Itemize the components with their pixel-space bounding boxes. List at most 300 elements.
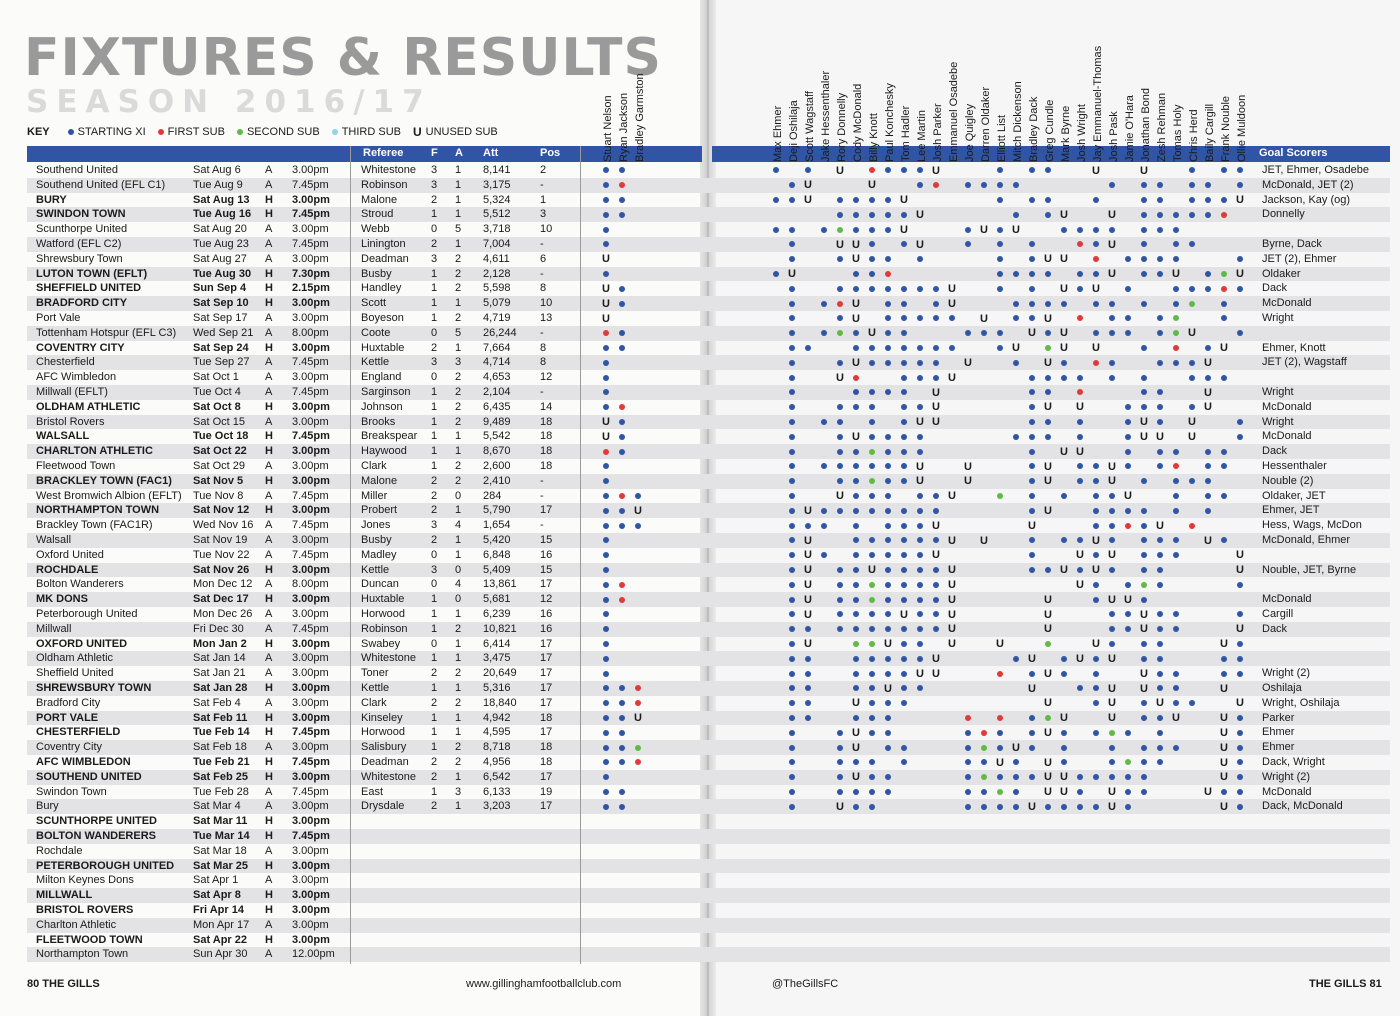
appearance-dot-icon xyxy=(1173,493,1179,499)
appearance-dot-icon xyxy=(1093,523,1099,529)
unused-sub-marker: U xyxy=(1220,638,1228,651)
appearance-dot-icon xyxy=(1093,197,1099,203)
appearance-dot-icon xyxy=(917,434,923,440)
appearance-dot-icon xyxy=(1189,286,1195,292)
fixture-kickoff: 3.00pm xyxy=(292,667,329,680)
fixture-venue: H xyxy=(265,267,273,280)
fixture-position: 8 xyxy=(540,356,547,369)
fixture-date: Tue Oct 18 xyxy=(193,430,249,443)
fixture-attendance: 18,840 xyxy=(483,696,517,709)
appearance-dot-icon xyxy=(1141,301,1147,307)
fixture-venue: A xyxy=(265,519,273,532)
appearance-dot-icon xyxy=(1157,227,1163,233)
appearance-dot-icon xyxy=(1029,301,1035,307)
appearance-dot-icon xyxy=(901,360,907,366)
fixture-position: 17 xyxy=(540,682,553,694)
fixture-date: Sat Mar 4 xyxy=(193,800,241,813)
appearance-dot-icon xyxy=(1157,449,1163,455)
appearance-dot-icon xyxy=(853,715,859,721)
fixture-position: 2 xyxy=(540,164,547,176)
fixture-goals-against: 1 xyxy=(455,652,462,665)
fixture-attendance: 2,410 xyxy=(483,474,511,487)
fixture-kickoff: 3.00pm xyxy=(292,652,329,665)
fixture-goals-against: 1 xyxy=(455,341,462,354)
fixture-venue: H xyxy=(265,889,273,902)
first-sub-dot-icon xyxy=(158,129,164,135)
player-name-header: Joe Quigley xyxy=(964,103,976,162)
fixture-referee: Duncan xyxy=(361,578,399,591)
appearance-dot-icon xyxy=(869,212,875,218)
appearance-dot-icon xyxy=(1173,345,1179,351)
appearance-dot-icon xyxy=(885,212,891,218)
appearance-dot-icon xyxy=(901,212,907,218)
fixture-goals-for: 1 xyxy=(431,682,438,694)
fixture-position: 13 xyxy=(540,312,553,324)
fixture-attendance: 6,435 xyxy=(483,400,511,413)
appearance-dot-icon xyxy=(997,671,1003,677)
fixture-goals-against: 2 xyxy=(455,474,462,487)
fixture-referee: Scott xyxy=(361,297,387,310)
appearance-dot-icon xyxy=(789,345,795,351)
appearance-dot-icon xyxy=(1093,656,1099,662)
unused-sub-marker: U xyxy=(1108,268,1116,281)
unused-sub-marker: U xyxy=(1140,623,1148,636)
fixture-referee: Whitestone xyxy=(361,164,417,176)
appearance-dot-icon xyxy=(1221,671,1227,677)
fixture-goals-for: 2 xyxy=(431,696,438,709)
appearance-dot-icon xyxy=(1157,671,1163,677)
player-name-header: Tom Hadler xyxy=(900,105,912,162)
header-att: Att xyxy=(483,147,499,159)
fixture-goals-against: 2 xyxy=(455,667,462,680)
appearance-dot-icon xyxy=(1125,582,1131,588)
fixture-attendance: 8,670 xyxy=(483,445,511,458)
unused-sub-marker: U xyxy=(1092,164,1100,177)
appearance-dot-icon xyxy=(603,508,609,514)
fixture-date: Fri Dec 30 xyxy=(193,622,244,635)
fixture-goal-scorers: Donnelly xyxy=(1262,208,1305,221)
fixture-goal-scorers: Oldaker, JET xyxy=(1262,489,1326,502)
appearance-dot-icon xyxy=(1237,656,1243,662)
appearance-dot-icon xyxy=(1013,271,1019,277)
fixture-kickoff: 3.00pm xyxy=(292,460,329,472)
unused-sub-marker: U xyxy=(1140,430,1148,443)
unused-sub-marker: U xyxy=(932,401,940,414)
appearance-dot-icon xyxy=(1141,715,1147,721)
unused-sub-marker: U xyxy=(1060,282,1068,295)
unused-sub-marker: U xyxy=(602,430,610,443)
fixture-venue: A xyxy=(265,371,273,384)
unused-sub-marker: U xyxy=(1204,534,1212,547)
fixture-goals-for: 1 xyxy=(431,460,438,472)
fixture-opponent: NORTHAMPTON TOWN xyxy=(36,504,160,517)
fixture-goals-against: 0 xyxy=(455,489,462,502)
fixture-goals-against: 5 xyxy=(455,223,462,236)
fixture-goal-scorers: Dack, Wright xyxy=(1262,756,1325,768)
appearance-dot-icon xyxy=(1173,508,1179,514)
appearance-dot-icon xyxy=(603,582,609,588)
fixture-position: 17 xyxy=(540,667,553,680)
fixture-kickoff: 3.00pm xyxy=(292,800,329,813)
fixture-venue: H xyxy=(265,341,273,354)
player-name-header: Deji Oshilaja xyxy=(788,100,800,162)
fixture-kickoff: 7.45pm xyxy=(292,622,329,635)
unused-sub-marker: U xyxy=(804,179,812,192)
unused-sub-marker: U xyxy=(602,312,610,325)
appearance-dot-icon xyxy=(1205,286,1211,292)
appearance-dot-icon xyxy=(1205,212,1211,218)
unused-sub-marker: U xyxy=(804,578,812,591)
appearance-dot-icon xyxy=(917,641,923,647)
fixture-kickoff: 8.00pm xyxy=(292,578,329,591)
appearance-dot-icon xyxy=(1237,745,1243,751)
appearance-dot-icon xyxy=(1077,286,1083,292)
fixture-opponent: OLDHAM ATHLETIC xyxy=(36,400,141,413)
key-unused: U UNUSED SUB xyxy=(412,125,498,139)
appearance-dot-icon xyxy=(1157,212,1163,218)
fixture-goals-against: 2 xyxy=(455,696,462,709)
fixture-kickoff: 3.00pm xyxy=(292,563,330,576)
fixture-opponent: AFC Wimbledon xyxy=(36,371,117,384)
fixture-referee: Miller xyxy=(361,489,388,502)
fixture-kickoff: 3.00pm xyxy=(292,696,329,709)
fixture-position: 8 xyxy=(540,282,547,295)
fixture-goals-for: 2 xyxy=(431,756,438,768)
appearance-dot-icon xyxy=(1029,567,1035,573)
fixture-referee: Busby xyxy=(361,267,392,280)
fixture-goals-against: 2 xyxy=(455,460,462,472)
appearance-dot-icon xyxy=(635,745,641,751)
fixture-goal-scorers: Parker xyxy=(1262,711,1295,724)
unused-sub-marker: U xyxy=(852,356,860,369)
unused-sub-marker: U xyxy=(1044,312,1052,325)
fixture-position: 17 xyxy=(540,504,553,517)
fixture-position: 17 xyxy=(540,578,553,591)
appearance-dot-icon xyxy=(853,656,859,662)
unused-sub-marker: U xyxy=(948,638,956,651)
fixture-kickoff: 3.00pm xyxy=(292,637,330,650)
fixture-venue: H xyxy=(265,859,273,872)
fixture-referee: Probert xyxy=(361,504,398,517)
appearance-dot-icon xyxy=(885,301,891,307)
appearance-dot-icon xyxy=(885,271,891,277)
starting-xi-dot-icon xyxy=(68,129,74,135)
appearance-dot-icon xyxy=(603,567,609,573)
appearance-dot-icon xyxy=(917,449,923,455)
appearance-dot-icon xyxy=(821,523,827,529)
fixture-attendance: 5,324 xyxy=(483,193,511,206)
appearance-dot-icon xyxy=(981,804,987,810)
fixture-attendance: 3,175 xyxy=(483,178,511,191)
unused-sub-marker: U xyxy=(948,297,956,310)
fixture-referee: Madley xyxy=(361,548,397,561)
player-name-header: Ryan Jackson xyxy=(618,92,630,162)
appearance-dot-icon xyxy=(853,449,859,455)
appearance-dot-icon xyxy=(901,567,907,573)
appearance-dot-icon xyxy=(917,286,923,292)
appearance-dot-icon xyxy=(885,508,891,514)
fixture-goals-against: 2 xyxy=(455,267,462,280)
fixture-goals-for: 2 xyxy=(431,800,438,813)
appearance-dot-icon xyxy=(1221,375,1227,381)
unused-sub-marker: U xyxy=(788,268,796,281)
fixture-goal-scorers: Nouble, JET, Byrne xyxy=(1262,563,1357,576)
appearance-dot-icon xyxy=(821,508,827,514)
unused-sub-marker: U xyxy=(1236,549,1244,562)
fixture-date: Sun Sep 4 xyxy=(193,282,247,295)
fixture-goals-against: 0 xyxy=(455,563,462,576)
appearance-dot-icon xyxy=(885,715,891,721)
fixture-goal-scorers: Hessenthaler xyxy=(1262,460,1327,472)
appearance-dot-icon xyxy=(869,789,875,795)
fixture-kickoff: 3.00pm xyxy=(292,933,330,946)
appearance-dot-icon xyxy=(885,567,891,573)
unused-sub-marker: U xyxy=(980,223,988,236)
appearance-dot-icon xyxy=(1237,286,1243,292)
fixture-goals-against: 5 xyxy=(455,326,462,339)
appearance-dot-icon xyxy=(603,597,609,603)
unused-sub-marker: U xyxy=(1108,712,1116,725)
appearance-dot-icon xyxy=(603,197,609,203)
appearance-dot-icon xyxy=(805,671,811,677)
fixture-venue: A xyxy=(265,948,273,961)
appearance-dot-icon xyxy=(869,434,875,440)
fixture-attendance: 5,790 xyxy=(483,504,511,517)
fixture-attendance: 6,133 xyxy=(483,785,511,798)
appearance-dot-icon xyxy=(933,597,939,603)
fixture-referee: Handley xyxy=(361,282,402,295)
fixture-kickoff: 3.00pm xyxy=(292,918,329,931)
appearance-dot-icon xyxy=(1013,212,1019,218)
appearance-dot-icon xyxy=(901,582,907,588)
fixture-venue: A xyxy=(265,223,273,236)
fixture-referee: Huxtable xyxy=(361,341,405,354)
appearance-dot-icon xyxy=(1013,789,1019,795)
appearance-dot-icon xyxy=(885,582,891,588)
unused-sub-marker: U xyxy=(948,564,956,577)
player-name-header: Lee Martin xyxy=(916,110,928,162)
fixture-goals-for: 0 xyxy=(431,548,438,561)
footer-right: THE GILLS 81 xyxy=(1309,978,1382,990)
appearance-dot-icon xyxy=(1109,567,1115,573)
header-a: A xyxy=(455,147,463,159)
appearance-dot-icon xyxy=(1045,419,1051,425)
fixture-attendance: 4,719 xyxy=(483,312,511,324)
appearance-dot-icon xyxy=(869,671,875,677)
fixture-venue: A xyxy=(265,534,273,546)
footer-social[interactable]: @TheGillsFC xyxy=(772,978,839,990)
appearance-dot-icon xyxy=(917,656,923,662)
key-legend xyxy=(27,125,510,139)
fixture-goals-against: 2 xyxy=(455,741,462,754)
appearance-dot-icon xyxy=(619,197,625,203)
unused-sub-marker: U xyxy=(1028,519,1036,532)
appearance-dot-icon xyxy=(853,212,859,218)
fixture-referee: Salisbury xyxy=(361,741,407,754)
fixture-opponent: Walsall xyxy=(36,534,72,546)
fixture-referee: Toner xyxy=(361,667,389,680)
fixture-kickoff: 3.00pm xyxy=(292,504,330,517)
appearance-dot-icon xyxy=(619,789,625,795)
appearance-dot-icon xyxy=(1221,197,1227,203)
appearance-dot-icon xyxy=(1157,656,1163,662)
fixture-opponent: CHESTERFIELD xyxy=(36,726,121,739)
fixture-opponent: Sheffield United xyxy=(36,667,114,680)
fixture-kickoff: 7.45pm xyxy=(292,519,329,532)
unused-sub-marker: U xyxy=(1028,800,1036,813)
appearance-dot-icon xyxy=(965,745,971,751)
fixture-date: Sat Feb 4 xyxy=(193,696,241,709)
appearance-dot-icon xyxy=(1029,493,1035,499)
appearance-dot-icon xyxy=(603,449,609,455)
unused-sub-marker: U xyxy=(804,504,812,517)
fixture-date: Tue Feb 14 xyxy=(193,726,250,739)
appearance-dot-icon xyxy=(997,345,1003,351)
appearance-dot-icon xyxy=(933,567,939,573)
unused-sub-marker: U xyxy=(1108,652,1116,665)
fixture-opponent: Watford (EFL C2) xyxy=(36,238,122,250)
player-name-header: Darren Oldaker xyxy=(980,86,992,162)
fixture-goal-scorers: Byrne, Dack xyxy=(1262,238,1322,250)
fixture-date: Tue Feb 21 xyxy=(193,756,250,768)
fixture-goal-scorers: McDonald xyxy=(1262,297,1312,310)
unused-sub-marker: U xyxy=(1108,208,1116,221)
unused-sub-marker: U xyxy=(836,490,844,503)
appearance-dot-icon xyxy=(1109,641,1115,647)
fixture-goals-for: 3 xyxy=(431,519,438,532)
unused-sub-marker: U xyxy=(1060,771,1068,784)
unused-sub-marker: U xyxy=(932,386,940,399)
unused-sub-marker: U xyxy=(1140,667,1148,680)
fixture-date: Fri Apr 14 xyxy=(193,904,244,916)
key-third-sub: THIRD SUB xyxy=(332,126,401,138)
unused-sub-marker: U xyxy=(1140,682,1148,695)
fixture-date: Tue Aug 16 xyxy=(193,208,252,221)
fixture-attendance: 5,542 xyxy=(483,430,511,443)
fixture-attendance: 5,316 xyxy=(483,682,511,694)
fixture-goal-scorers: Wright, Oshilaja xyxy=(1262,696,1340,709)
appearance-dot-icon xyxy=(901,597,907,603)
appearance-dot-icon xyxy=(1237,434,1243,440)
fixture-date: Sat Oct 22 xyxy=(193,445,247,458)
appearance-dot-icon xyxy=(1093,508,1099,514)
fixture-kickoff: 7.30pm xyxy=(292,267,330,280)
fixture-kickoff: 3.00pm xyxy=(292,445,330,458)
fixture-attendance: 3,203 xyxy=(483,800,511,813)
key-first-sub: FIRST SUB xyxy=(158,126,225,138)
fixture-opponent: Milton Keynes Dons xyxy=(36,874,134,887)
unused-sub-marker: U xyxy=(1012,342,1020,355)
appearance-dot-icon xyxy=(1029,449,1035,455)
fixture-referee: Brooks xyxy=(361,415,396,428)
unused-sub-marker: U xyxy=(932,652,940,665)
fixture-goals-for: 3 xyxy=(431,164,438,176)
appearance-dot-icon xyxy=(965,227,971,233)
fixture-attendance: 5,598 xyxy=(483,282,511,295)
unused-sub-marker: U xyxy=(1076,652,1084,665)
unused-sub-marker: U xyxy=(948,282,956,295)
fixture-attendance: 13,861 xyxy=(483,578,517,591)
unused-sub-marker: U xyxy=(852,741,860,754)
appearance-dot-icon xyxy=(1141,582,1147,588)
fixture-date: Sat Mar 18 xyxy=(193,844,247,857)
fixture-date: Sat Mar 11 xyxy=(193,815,248,828)
appearance-dot-icon xyxy=(917,345,923,351)
fixture-goals-against: 1 xyxy=(455,208,462,221)
third-sub-dot-icon xyxy=(332,129,338,135)
fixture-position: 17 xyxy=(540,770,553,783)
appearance-dot-icon xyxy=(603,212,609,218)
fixture-goal-scorers: Wright xyxy=(1262,386,1294,398)
appearance-dot-icon xyxy=(885,449,891,455)
appearance-dot-icon xyxy=(789,197,795,203)
appearance-dot-icon xyxy=(917,582,923,588)
appearance-dot-icon xyxy=(837,212,843,218)
fixture-opponent: Charlton Athletic xyxy=(36,918,117,931)
fixture-goal-scorers: Wright (2) xyxy=(1262,770,1311,783)
appearance-dot-icon xyxy=(933,301,939,307)
unused-sub-marker: U xyxy=(804,549,812,562)
appearance-dot-icon xyxy=(1061,301,1067,307)
appearance-dot-icon xyxy=(1093,227,1099,233)
fixture-goals-for: 2 xyxy=(431,770,438,783)
appearance-dot-icon xyxy=(853,582,859,588)
appearance-dot-icon xyxy=(603,715,609,721)
fixture-goals-for: 3 xyxy=(431,252,438,265)
unused-sub-marker: U xyxy=(1060,208,1068,221)
fixture-kickoff: 7.45pm xyxy=(292,178,329,191)
unused-sub-marker: U xyxy=(1204,386,1212,399)
appearance-dot-icon xyxy=(619,582,625,588)
player-name-header: Jay Emmanuel-Thomas xyxy=(1092,45,1104,162)
player-name-header: Baily Cargill xyxy=(1204,103,1216,162)
unused-sub-marker: U xyxy=(868,327,876,340)
fixture-goals-for: 1 xyxy=(431,445,438,458)
footer-url[interactable]: www.gillinghamfootballclub.com xyxy=(466,978,622,990)
unused-sub-marker: U xyxy=(1060,564,1068,577)
appearance-dot-icon xyxy=(853,789,859,795)
fixture-position: 18 xyxy=(540,711,553,724)
unused-sub-marker: U xyxy=(852,312,860,325)
unused-sub-marker: U xyxy=(804,194,812,207)
fixture-goals-against: 2 xyxy=(455,756,462,768)
appearance-dot-icon xyxy=(1221,271,1227,277)
fixture-referee: East xyxy=(361,785,384,798)
appearance-dot-icon xyxy=(1125,789,1131,795)
appearance-dot-icon xyxy=(789,582,795,588)
appearance-dot-icon xyxy=(1109,523,1115,529)
appearance-dot-icon xyxy=(1237,671,1243,677)
fixture-goals-against: 2 xyxy=(455,386,462,398)
appearance-dot-icon xyxy=(933,360,939,366)
fixture-date: Sat Feb 25 xyxy=(193,770,249,783)
fixture-kickoff: 3.00pm xyxy=(292,371,329,384)
unused-sub-marker: U xyxy=(804,638,812,651)
appearance-dot-icon xyxy=(997,789,1003,795)
appearance-dot-icon xyxy=(1173,227,1179,233)
fixture-goals-for: 1 xyxy=(431,297,438,310)
appearance-dot-icon xyxy=(789,730,795,736)
fixture-attendance: 4,714 xyxy=(483,356,511,369)
fixture-opponent: Oxford United xyxy=(36,548,104,561)
key-label: KEY xyxy=(27,126,50,138)
fixture-position: 17 xyxy=(540,726,553,739)
appearance-dot-icon xyxy=(1029,745,1035,751)
appearance-dot-icon xyxy=(1109,360,1115,366)
fixture-position: 16 xyxy=(540,608,553,620)
fixture-referee: Kettle xyxy=(361,682,390,694)
fixture-referee: Clark xyxy=(361,696,387,709)
